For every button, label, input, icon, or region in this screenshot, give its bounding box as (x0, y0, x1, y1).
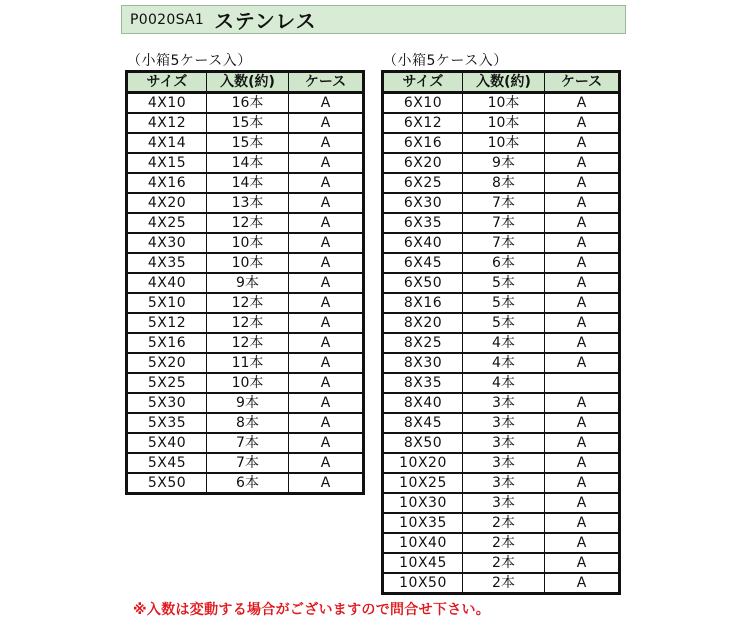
table-header-row (383, 72, 620, 93)
table-row (127, 213, 364, 233)
cell-case: A (545, 253, 620, 273)
cell-quantity: 6本 (207, 473, 289, 494)
cell-case: A (545, 513, 620, 533)
table-row (127, 413, 364, 433)
left-spec-table (125, 70, 365, 495)
cell-quantity: 10本 (207, 233, 289, 253)
cell-case: A (545, 313, 620, 333)
cell-size: 10X40 (383, 533, 463, 553)
cell-size: 10X45 (383, 553, 463, 573)
cell-quantity: 14本 (207, 173, 289, 193)
cell-quantity: 5本 (463, 313, 545, 333)
cell-size: 6X10 (383, 93, 463, 114)
cell-size: 5X45 (127, 453, 207, 473)
cell-case: A (545, 293, 620, 313)
cell-case: A (289, 353, 364, 373)
table-row (127, 293, 364, 313)
cell-quantity: 2本 (463, 573, 545, 594)
cell-size: 4X25 (127, 213, 207, 233)
table-row (383, 413, 620, 433)
cell-size: 8X16 (383, 293, 463, 313)
table-row (383, 333, 620, 353)
cell-quantity: 2本 (463, 533, 545, 553)
cell-size: 4X35 (127, 253, 207, 273)
table-row (127, 453, 364, 473)
table-row (127, 173, 364, 193)
table-row (127, 113, 364, 133)
cell-quantity: 12本 (207, 293, 289, 313)
table-header-row (127, 72, 364, 93)
cell-size: 5X10 (127, 293, 207, 313)
cell-case: A (289, 433, 364, 453)
cell-size: 10X25 (383, 473, 463, 493)
cell-size: 6X25 (383, 173, 463, 193)
cell-quantity: 4本 (463, 353, 545, 373)
cell-case: A (545, 273, 620, 293)
cell-quantity: 14本 (207, 153, 289, 173)
product-name: ステンレス (214, 9, 317, 33)
cell-size: 8X20 (383, 313, 463, 333)
cell-quantity: 7本 (463, 233, 545, 253)
cell-quantity: 7本 (463, 213, 545, 233)
cell-quantity: 7本 (207, 453, 289, 473)
cell-quantity: 9本 (207, 273, 289, 293)
table-row (127, 93, 364, 114)
cell-quantity: 12本 (207, 313, 289, 333)
product-code: P0020SA1 (130, 11, 205, 28)
cell-quantity: 10本 (207, 373, 289, 393)
table-row (383, 573, 620, 594)
cell-quantity: 2本 (463, 553, 545, 573)
cell-size: 6X30 (383, 193, 463, 213)
cell-quantity: 10本 (463, 133, 545, 153)
table-row (383, 93, 620, 114)
cell-size: 4X16 (127, 173, 207, 193)
cell-quantity: 3本 (463, 413, 545, 433)
col-header-case: ケース (289, 72, 364, 93)
cell-quantity: 2本 (463, 513, 545, 533)
table-row (127, 233, 364, 253)
cell-size: 4X30 (127, 233, 207, 253)
cell-quantity: 4本 (463, 373, 545, 393)
cell-size: 5X25 (127, 373, 207, 393)
cell-case: A (289, 293, 364, 313)
cell-case: A (545, 133, 620, 153)
cell-case: A (545, 333, 620, 353)
quantity-note: ※入数は変動する場合がございますので問合せ下さい。 (133, 602, 491, 618)
cell-case: A (289, 473, 364, 494)
table-row (127, 433, 364, 453)
cell-case: A (545, 413, 620, 433)
cell-quantity: 7本 (463, 193, 545, 213)
table-row (383, 473, 620, 493)
table-row (383, 393, 620, 413)
cell-case: A (289, 413, 364, 433)
cell-case: A (545, 473, 620, 493)
col-header-size: サイズ (127, 72, 207, 93)
cell-case: A (545, 533, 620, 553)
cell-size: 8X45 (383, 413, 463, 433)
table-row (383, 513, 620, 533)
cell-quantity: 9本 (207, 393, 289, 413)
cell-size: 6X35 (383, 213, 463, 233)
table-row (127, 333, 364, 353)
cell-size: 10X30 (383, 493, 463, 513)
cell-case: A (545, 173, 620, 193)
cell-size: 10X20 (383, 453, 463, 473)
cell-quantity: 8本 (463, 173, 545, 193)
cell-case: A (289, 333, 364, 353)
cell-quantity: 3本 (463, 453, 545, 473)
table-row (383, 313, 620, 333)
col-header-qty: 入数(約) (463, 72, 545, 93)
table-row (127, 273, 364, 293)
table-row (127, 473, 364, 494)
cell-size: 5X35 (127, 413, 207, 433)
cell-case: A (289, 213, 364, 233)
cell-case: A (545, 353, 620, 373)
cell-case: A (289, 453, 364, 473)
cell-size: 10X35 (383, 513, 463, 533)
cell-quantity: 3本 (463, 433, 545, 453)
table-row (383, 293, 620, 313)
table-row (127, 313, 364, 333)
table-row (127, 133, 364, 153)
cell-case: A (289, 133, 364, 153)
table-row (383, 353, 620, 373)
cell-quantity: 13本 (207, 193, 289, 213)
cell-size: 4X10 (127, 93, 207, 114)
table-row (383, 253, 620, 273)
cell-size: 8X50 (383, 433, 463, 453)
cell-quantity: 16本 (207, 93, 289, 114)
right-table-body (383, 93, 620, 594)
table-row (383, 493, 620, 513)
cell-size: 5X50 (127, 473, 207, 494)
cell-size: 8X35 (383, 373, 463, 393)
table-row (127, 353, 364, 373)
table-row (383, 553, 620, 573)
table-row (127, 373, 364, 393)
cell-quantity: 3本 (463, 473, 545, 493)
cell-quantity: 15本 (207, 113, 289, 133)
table-row (383, 533, 620, 553)
cell-size: 6X40 (383, 233, 463, 253)
cell-case: A (289, 313, 364, 333)
cell-size: 5X12 (127, 313, 207, 333)
cell-case: A (545, 493, 620, 513)
cell-quantity: 10本 (207, 253, 289, 273)
cell-case: A (289, 393, 364, 413)
cell-quantity: 10本 (463, 113, 545, 133)
cell-case: A (289, 253, 364, 273)
cell-size: 4X40 (127, 273, 207, 293)
left-table-caption: （小箱5ケース入） (127, 53, 252, 69)
left-table-block (125, 52, 365, 495)
cell-case: A (545, 553, 620, 573)
cell-size: 8X30 (383, 353, 463, 373)
cell-case: A (545, 433, 620, 453)
right-table-caption: （小箱5ケース入） (383, 53, 508, 69)
table-row (383, 193, 620, 213)
cell-case: A (545, 233, 620, 253)
cell-size: 4X14 (127, 133, 207, 153)
table-row (383, 173, 620, 193)
table-row (383, 233, 620, 253)
cell-case: A (289, 93, 364, 114)
cell-size: 6X12 (383, 113, 463, 133)
table-row (127, 253, 364, 273)
cell-case: A (289, 273, 364, 293)
cell-case: A (545, 113, 620, 133)
left-table-body (127, 93, 364, 494)
cell-quantity: 11本 (207, 353, 289, 373)
table-row (383, 453, 620, 473)
cell-case: A (545, 573, 620, 594)
cell-case: A (545, 213, 620, 233)
cell-size: 6X20 (383, 153, 463, 173)
table-row (383, 113, 620, 133)
cell-size: 5X30 (127, 393, 207, 413)
cell-size: 8X40 (383, 393, 463, 413)
cell-case: A (289, 173, 364, 193)
cell-case: A (289, 193, 364, 213)
table-row (383, 273, 620, 293)
right-table-block (381, 52, 621, 595)
cell-quantity: 3本 (463, 493, 545, 513)
table-row (383, 433, 620, 453)
cell-quantity: 15本 (207, 133, 289, 153)
col-header-case: ケース (545, 72, 620, 93)
cell-quantity: 8本 (207, 413, 289, 433)
cell-size: 6X16 (383, 133, 463, 153)
cell-size: 4X15 (127, 153, 207, 173)
cell-case: A (545, 393, 620, 413)
cell-case: A (545, 193, 620, 213)
cell-size: 4X12 (127, 113, 207, 133)
cell-size: 5X20 (127, 353, 207, 373)
cell-quantity: 4本 (463, 333, 545, 353)
cell-case: A (545, 93, 620, 114)
col-header-qty: 入数(約) (207, 72, 289, 93)
table-row (383, 153, 620, 173)
cell-quantity: 12本 (207, 333, 289, 353)
cell-size: 6X45 (383, 253, 463, 273)
cell-size: 5X40 (127, 433, 207, 453)
cell-quantity: 5本 (463, 273, 545, 293)
table-row (127, 193, 364, 213)
table-row (127, 393, 364, 413)
table-row (383, 133, 620, 153)
cell-quantity: 9本 (463, 153, 545, 173)
cell-quantity: 7本 (207, 433, 289, 453)
cell-case: A (289, 233, 364, 253)
cell-size: 8X25 (383, 333, 463, 353)
cell-size: 4X20 (127, 193, 207, 213)
cell-case: A (545, 453, 620, 473)
cell-size: 6X50 (383, 273, 463, 293)
cell-case: A (289, 373, 364, 393)
cell-case (545, 373, 620, 393)
table-row (383, 373, 620, 393)
table-row (127, 153, 364, 173)
cell-quantity: 10本 (463, 93, 545, 114)
col-header-size: サイズ (383, 72, 463, 93)
cell-quantity: 6本 (463, 253, 545, 273)
cell-quantity: 12本 (207, 213, 289, 233)
table-row (383, 213, 620, 233)
title-bar (121, 5, 626, 34)
cell-size: 10X50 (383, 573, 463, 594)
cell-case: A (289, 153, 364, 173)
cell-quantity: 3本 (463, 393, 545, 413)
cell-size: 5X16 (127, 333, 207, 353)
cell-case: A (289, 113, 364, 133)
right-spec-table (381, 70, 621, 595)
cell-case: A (545, 153, 620, 173)
cell-quantity: 5本 (463, 293, 545, 313)
